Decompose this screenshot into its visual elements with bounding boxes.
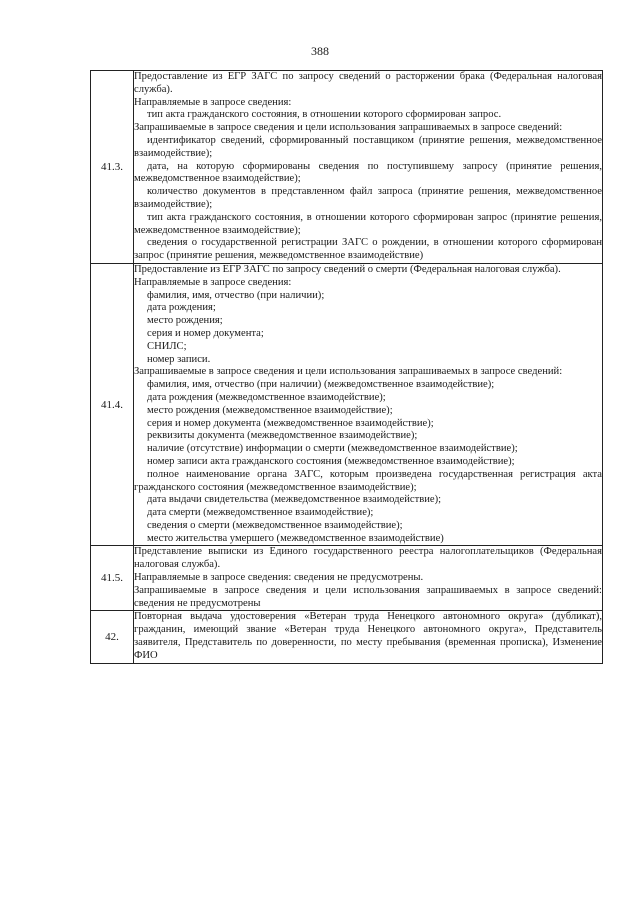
row-number: 41.4. [91,263,134,546]
content-line: Запрашиваемые в запросе сведения и цели использования запрашиваемых в запросе сведений: сведения не предусмотрены [134,584,602,609]
table-row [91,71,603,264]
content-line: серия и номер документа (межведомственное взаимодействие); [147,417,434,429]
content-line: номер записи. [147,353,211,365]
row-content [134,71,603,264]
content-line: дата рождения (межведомственное взаимодействие); [147,391,386,403]
content-line: место рождения (межведомственное взаимодействие); [147,404,393,416]
content-line: тип акта гражданского состояния, в отношении которого сформирован запрос. [147,109,502,121]
content-line: номер записи акта гражданского состояния (межведомственное взаимодействие); [147,455,515,467]
content-line: дата смерти (межведомственное взаимодействие); [147,507,374,519]
content-line: Направляемые в запросе сведения: [134,276,292,288]
content-line: сведения о государственной регистрации ЗАГС о рождении, в отношении которого сформирован запрос (принятие решения, межведомственное взаимодействие) [134,237,602,262]
content-line: Предоставление из ЕГР ЗАГС по запросу сведений о смерти (Федеральная налоговая служба). [134,263,561,275]
table-row [91,546,603,611]
content-line: Представление выписки из Единого государственного реестра налогоплательщиков (Федеральная налоговая служба). [134,546,602,571]
row-content [134,611,603,663]
table-row [91,611,603,663]
services-table-body [91,71,603,664]
row-number: 41.3. [91,71,134,264]
content-line: Запрашиваемые в запросе сведения и цели использования запрашиваемых в запросе сведений: [134,366,563,378]
content-line: тип акта гражданского состояния, в отношении которого сформирован запрос (принятие решения, межведомственное взаимодействие); [134,211,602,236]
content-line: количество документов в представленном файл запроса (принятие решения, межведомственное взаимодействие); [134,186,602,210]
content-line: полное наименование органа ЗАГС, которым произведена государственная регистрация акта гражданского состояния (межведомственное взаимодействие); [134,468,602,493]
content-line: Повторная выдача удостоверения «Ветеран труда Ненецкого автономного округа» (дубликат), гражданин, имеющий звание «Ветеран труда Ненецкого автономного округа», Представитель заявителя, Представитель по доверенности, по месту пребывания (временная прописка), Изменение ФИО [134,611,602,661]
content-line: наличие (отсутствие) информации о смерти (межведомственное взаимодействие); [147,443,518,455]
row-number: 42. [91,611,134,663]
table-row [91,263,603,546]
content-line: Запрашиваемые в запросе сведения и цели использования запрашиваемых в запросе сведений: [134,122,563,134]
content-line: реквизиты документа (межведомственное взаимодействие); [147,430,418,442]
content-line: Направляемые в запросе сведения: [134,96,292,108]
row-content [134,546,603,611]
content-line: место рождения; [147,315,223,327]
content-line: СНИЛС; [147,340,187,352]
content-line: идентификатор сведений, сформированный поставщиком (принятие решения, межведомственное взаимодействие); [134,134,602,159]
row-content [134,263,603,546]
page-number: 388 [311,44,329,58]
services-table [90,70,603,664]
content-line: дата рождения; [147,302,216,314]
content-line: дата, на которую сформированы сведения по поступившему запросу (принятие решения, межведомственное взаимодействие); [134,160,602,185]
content-line: Направляемые в запросе сведения: сведения не предусмотрены. [134,572,424,584]
content-line: Предоставление из ЕГР ЗАГС по запросу сведений о расторжении брака (Федеральная налоговая служба). [134,71,602,95]
content-line: сведения о смерти (межведомственное взаимодействие); [147,519,403,531]
row-number: 41.5. [91,546,134,611]
content-line: фамилия, имя, отчество (при наличии) (межведомственное взаимодействие); [147,379,495,391]
content-line: фамилия, имя, отчество (при наличии); [147,289,325,301]
content-line: место жительства умершего (межведомственное взаимодействие) [147,532,444,544]
content-line: дата выдачи свидетельства (межведомственное взаимодействие); [147,494,442,506]
content-line: серия и номер документа; [147,327,264,339]
